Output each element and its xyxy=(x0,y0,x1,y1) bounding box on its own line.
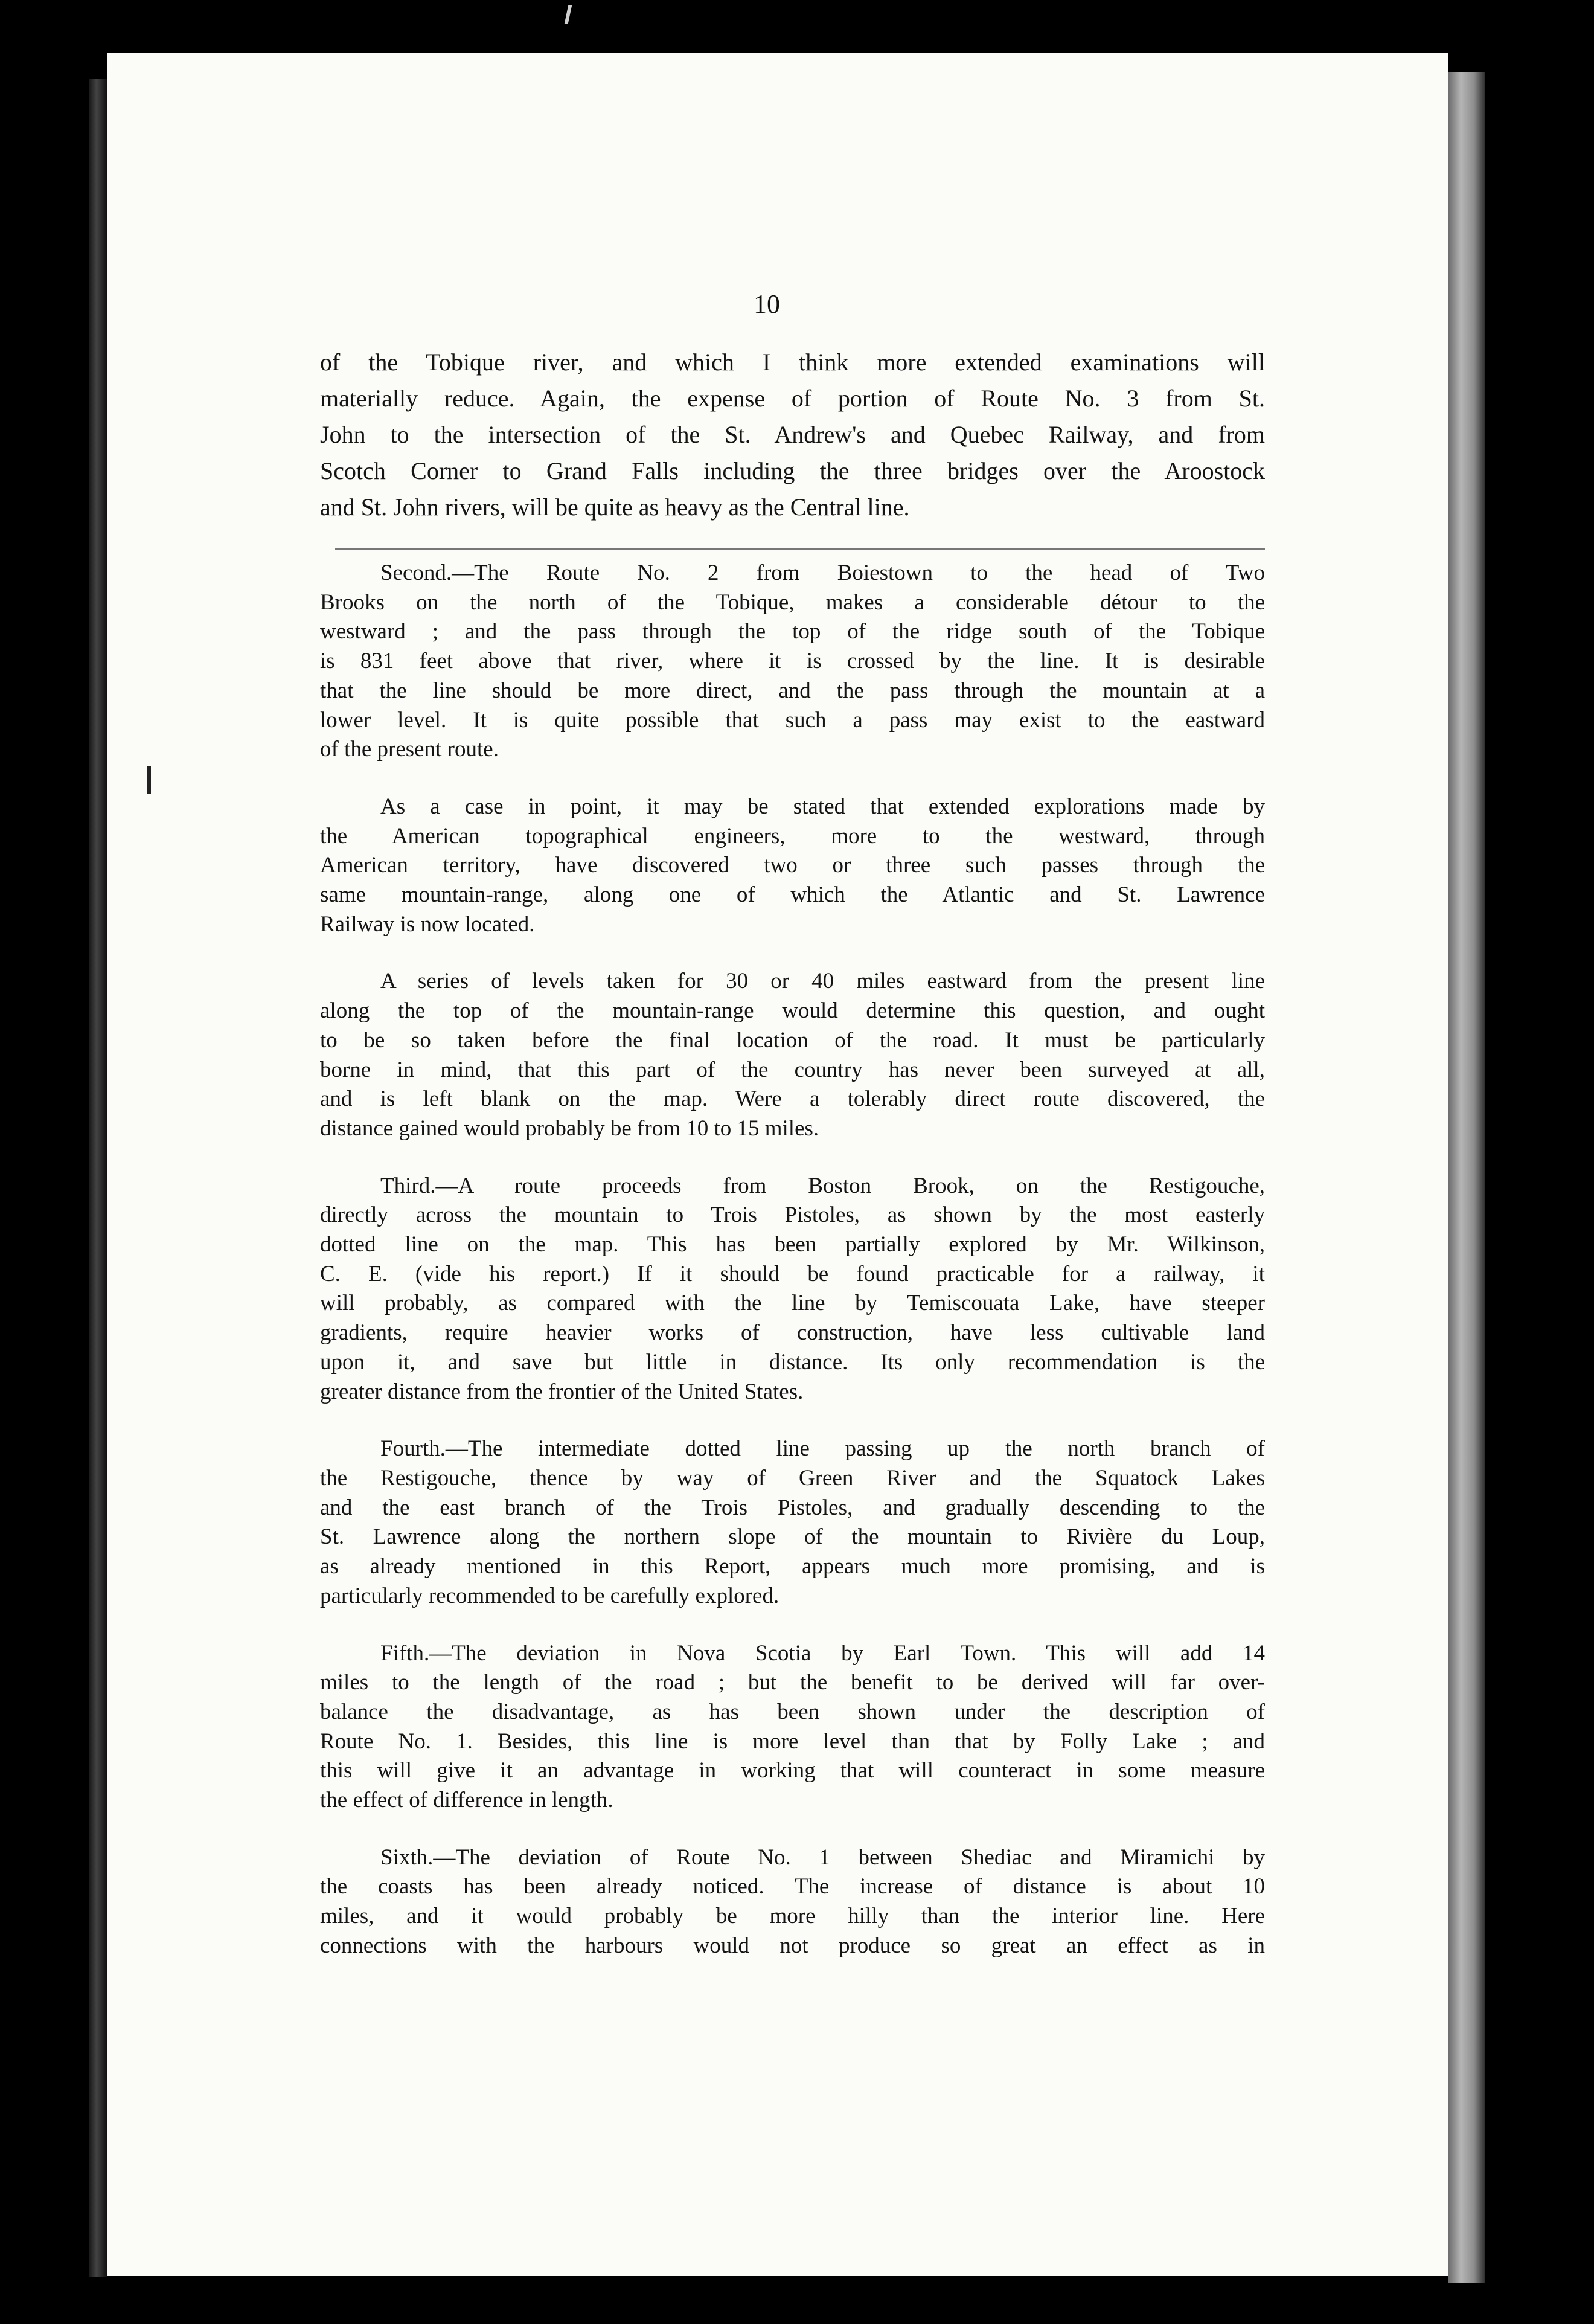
text-line: gradients, require heavier works of construction, have less cultivable land xyxy=(320,1320,1265,1346)
paragraph-second xyxy=(320,559,1265,765)
page-number: 10 xyxy=(754,289,780,319)
text-line: dotted line on the map. This has been partially explored by Mr. Wilkinson, xyxy=(320,1232,1265,1257)
text-line: is 831 feet above that river, where it is crossed by the line. It is desirable xyxy=(320,649,1265,674)
text-line: A series of levels taken for 30 or 40 miles eastward from the present line xyxy=(380,969,1265,994)
text-line: connections with the harbours would not produce so great an effect as in xyxy=(320,1933,1265,1958)
text-line: the coasts has been already noticed. The increase of distance is about 10 xyxy=(320,1874,1265,1899)
paragraph-third xyxy=(320,1172,1265,1407)
text-line: Route No. 1. Besides, this line is more level than that by Folly Lake ; and xyxy=(320,1729,1265,1754)
text-line: will probably, as compared with the line by Temiscouata Lake, have steeper xyxy=(320,1291,1265,1316)
text-line: C. E. (vide his report.) If it should be found practicable for a railway, it xyxy=(320,1261,1265,1286)
page-right-shadow xyxy=(1448,72,1485,2283)
text-line: Scotch Corner to Grand Falls including the three bridges over the Aroostock xyxy=(320,457,1265,484)
text-line: John to the intersection of the St. Andrew's and Quebec Railway, and from xyxy=(320,421,1265,448)
text-line: as already mentioned in this Report, appears much more promising, and is xyxy=(320,1554,1265,1579)
text-line: westward ; and the pass through the top of the ridge south of the Tobique xyxy=(320,619,1265,644)
text-line: along the top of the mountain-range would determine this question, and ought xyxy=(320,998,1265,1024)
text-line: Second.—The Route No. 2 from Boiestown to the head of Two xyxy=(380,560,1265,585)
opening-paragraph-continuation xyxy=(320,344,1265,525)
text-line: greater distance from the frontier of the United States. xyxy=(320,1379,804,1404)
text-line: miles, and it would probably be more hilly than the interior line. Here xyxy=(320,1904,1265,1929)
text-line: American territory, have discovered two or three such passes through the xyxy=(320,853,1265,878)
text-line: Fourth.—The intermediate dotted line passing up the north branch of xyxy=(380,1436,1265,1462)
section-divider xyxy=(335,548,1265,550)
text-line: borne in mind, that this part of the country has never been surveyed at all, xyxy=(320,1057,1265,1082)
text-line: the effect of difference in length. xyxy=(320,1788,613,1813)
text-line: to be so taken before the final location of the road. It must be particularly xyxy=(320,1027,1265,1053)
text-line: lower level. It is quite possible that such a pass may exist to the eastward xyxy=(320,707,1265,733)
scan-edge-mark xyxy=(565,5,572,24)
text-line: distance gained would probably be from 10 to 15 miles. xyxy=(320,1115,819,1141)
text-line: Fifth.—The deviation in Nova Scotia by Earl Town. This will add 14 xyxy=(380,1640,1265,1666)
text-line: particularly recommended to be carefully explored. xyxy=(320,1583,779,1608)
text-line: Brooks on the north of the Tobique, makes a considerable détour to the xyxy=(320,589,1265,615)
text-line: same mountain-range, along one of which the Atlantic and St. Lawrence xyxy=(320,882,1265,908)
body-paragraphs xyxy=(320,559,1265,1989)
text-line: of the Tobique river, and which I think more extended examinations will xyxy=(320,348,1265,376)
text-line: Third.—A route proceeds from Boston Brook, on the Restigouche, xyxy=(380,1173,1265,1198)
text-line: As a case in point, it may be stated that extended explorations made by xyxy=(380,794,1265,819)
page-left-edge xyxy=(89,79,107,2277)
paragraph-fourth xyxy=(320,1434,1265,1611)
text-line: the Restigouche, thence by way of Green River and the Squatock Lakes xyxy=(320,1465,1265,1491)
text-line: Sixth.—The deviation of Route No. 1 between Shediac and Miramichi by xyxy=(380,1844,1265,1870)
paragraph-series-of-levels xyxy=(320,967,1265,1143)
text-line: St. Lawrence along the northern slope of the mountain to Rivière du Loup, xyxy=(320,1524,1265,1550)
text-line: the American topographical engineers, more to the westward, through xyxy=(320,823,1265,849)
text-line: that the line should be more direct, and the pass through the mountain at a xyxy=(320,678,1265,703)
paragraph-sixth xyxy=(320,1843,1265,1961)
text-line: and the east branch of the Trois Pistoles, and gradually descending to the xyxy=(320,1495,1265,1520)
text-line: of the present route. xyxy=(320,737,499,762)
text-line: and is left blank on the map. Were a tolerably direct route discovered, the xyxy=(320,1087,1265,1112)
paragraph-fifth xyxy=(320,1639,1265,1815)
text-line: upon it, and save but little in distance. Its only recommendation is the xyxy=(320,1349,1265,1375)
text-line: and St. John rivers, will be quite as heavy as the Central line. xyxy=(320,493,910,521)
margin-mark xyxy=(147,766,151,794)
text-line: Railway is now located. xyxy=(320,911,535,937)
text-line: materially reduce. Again, the expense of portion of Route No. 3 from St. xyxy=(320,385,1265,412)
text-line: directly across the mountain to Trois Pistoles, as shown by the most easterly xyxy=(320,1202,1265,1228)
text-line: miles to the length of the road ; but the benefit to be derived will far over- xyxy=(320,1670,1265,1695)
text-line: balance the disadvantage, as has been shown under the description of xyxy=(320,1699,1265,1724)
text-line: this will give it an advantage in working that will counteract in some measure xyxy=(320,1758,1265,1783)
paragraph-case-in-point xyxy=(320,792,1265,940)
